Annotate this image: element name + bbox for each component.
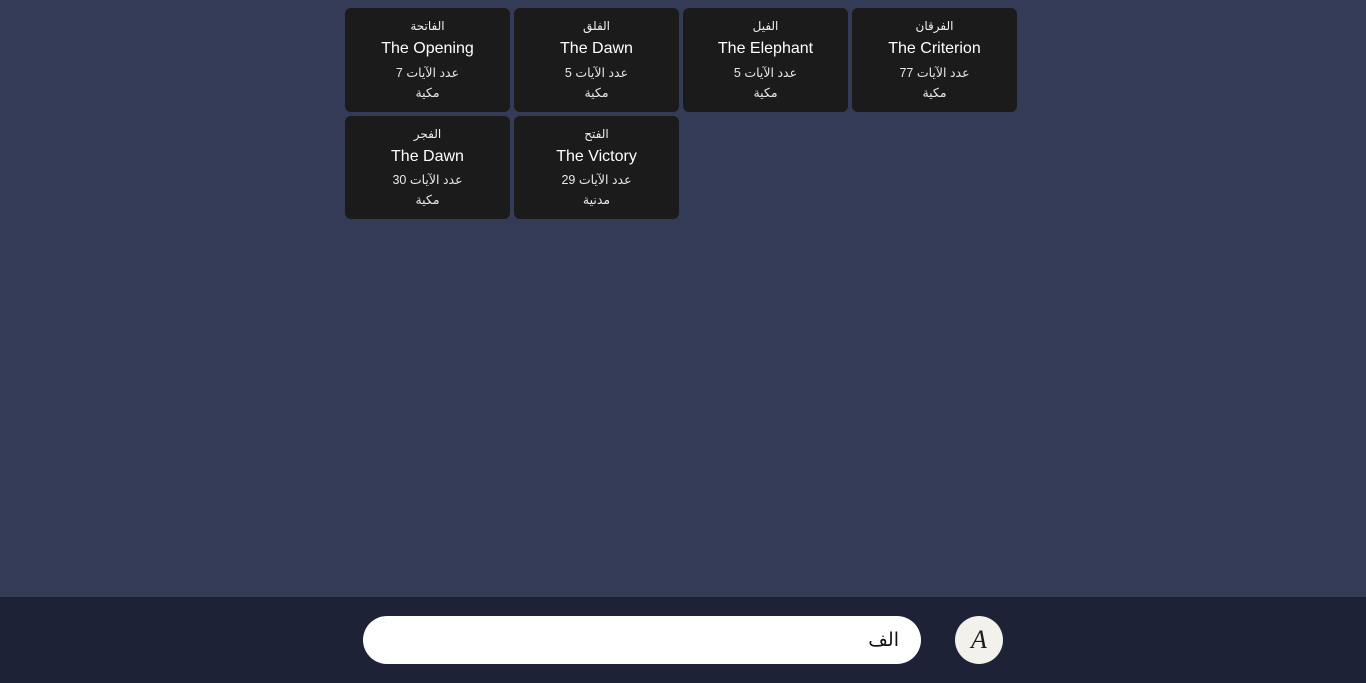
surah-revelation-type: مكية xyxy=(415,193,440,208)
surah-card[interactable] xyxy=(514,116,679,220)
surah-english-name: The Dawn xyxy=(391,147,464,165)
surah-arabic-name: الفتح xyxy=(584,126,609,141)
font-letter-icon[interactable]: A xyxy=(955,616,1003,664)
surah-revelation-type: مكية xyxy=(415,85,440,100)
surah-revelation-type: مدنية xyxy=(582,193,611,208)
surah-card[interactable] xyxy=(514,8,679,112)
surah-ayah-count: عدد الآيات 7 xyxy=(395,65,460,80)
surah-arabic-name: الفلق xyxy=(582,19,611,33)
surah-english-name: The Elephant xyxy=(717,40,814,58)
surah-arabic-name: الفرقان xyxy=(915,19,954,33)
surah-english-name: The Opening xyxy=(381,40,474,58)
surah-english-name: The Dawn xyxy=(560,40,633,58)
surah-ayah-count: عدد الآيات 29 xyxy=(561,173,632,188)
surah-card[interactable] xyxy=(683,8,848,112)
surah-results-grid xyxy=(345,8,1025,223)
surah-english-name: The Criterion xyxy=(888,40,981,58)
surah-arabic-name: الفيل xyxy=(752,19,779,33)
surah-card[interactable] xyxy=(345,116,510,220)
surah-revelation-type: مكية xyxy=(922,85,947,100)
surah-revelation-type: مكية xyxy=(753,85,778,100)
search-input[interactable] xyxy=(363,616,921,664)
surah-english-name: The Victory xyxy=(556,147,637,165)
surah-ayah-count: عدد الآيات 5 xyxy=(564,65,629,80)
surah-card[interactable] xyxy=(345,8,510,112)
surah-revelation-type: مكية xyxy=(584,85,609,100)
surah-card[interactable] xyxy=(852,8,1017,112)
surah-arabic-name: الفجر xyxy=(413,126,442,141)
surah-ayah-count: عدد الآيات 30 xyxy=(392,173,463,188)
surah-ayah-count: عدد الآيات 5 xyxy=(733,65,798,80)
surah-ayah-count: عدد الآيات 77 xyxy=(899,65,970,80)
search-bar xyxy=(0,597,1366,683)
surah-arabic-name: الفاتحة xyxy=(410,19,445,33)
